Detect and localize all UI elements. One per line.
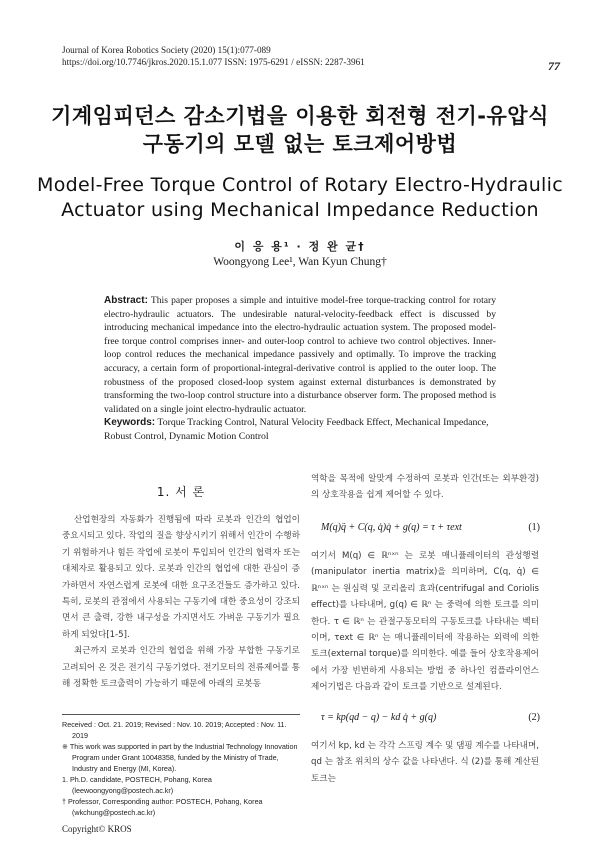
equation-1-number: (1) bbox=[528, 522, 540, 533]
authors-korean: 이 응 용¹ · 정 완 균† bbox=[234, 240, 366, 253]
eq2-explanation: 여기서 kp, kd 는 각각 스프링 계수 및 댐핑 계수를 나타내며, qd 는 참조 위치의 상수 값을 나타낸다. 식 (2)를 통해 계산된 토크는 bbox=[311, 741, 539, 784]
equation-2-number: (2) bbox=[528, 712, 540, 723]
page-number: 77 bbox=[548, 59, 560, 73]
footnote-divider bbox=[62, 714, 300, 715]
authors-english: Woongyong Lee¹, Wan Kyun Chung† bbox=[213, 256, 387, 268]
eq1-explanation: 여기서 M(q) ∈ ℝⁿˣⁿ 는 로봇 매니퓰레이터의 관성행렬(manipulator inertia matrix)을 의미하며, C(q, q̇) ∈ ℝⁿˣⁿ 는 원심력 및 코리올리 효과(centrifugal and Coriolis effect)를 나타내며, g(q) ∈ ℝⁿ 는 중력에 의한 토크를 의미한다. τ ∈ ℝⁿ 는 관절구동모터의 구동토크를 나타내는 벡터이며, τext ∈ ℝⁿ 는 매니퓰레이터에 작용하는 외력에 의한 토크(external torque)를 의미한다. 예를 들어 상호작용제어에서 가장 빈번하게 사용되는 방법 중 하나인 컴플라이언스 제어기법은 다음과 같이 토크를 기반으로 설계된다. bbox=[311, 551, 539, 693]
abstract-text: This paper proposes a simple and intuitive model-free torque-tracking control for rotary electro-hydraulic actuators. The undesirable natural-velocity-feedback effect is discussed by introducing mechanical impedance into the electro-hydraulic actuation system. The proposed model-free torque control comprises inner- and outer-loop control to achieve two control objectives. Inner-loop control reduces the mechanical impedance passively and optimally. To improve the tracking accuracy, a certain form of proportional-integral-derivative control is applied to the outer loop. The robustness of the proposed closed-loop system against external disturbances is demonstrated by transforming the two-loop control structure into a disturbance observer form. The proposed method is validated on a single joint electro-hydraulic actuator. bbox=[104, 295, 496, 415]
corresponding-author: † Professor, Corresponding author: POSTECH, Pohang, Korea (wkchung@postech.ac.kr) bbox=[62, 797, 263, 817]
keywords-label: Keywords: bbox=[104, 417, 156, 428]
intro-left-column bbox=[62, 512, 300, 692]
right-column-eq1-explanation bbox=[311, 548, 539, 696]
journal-citation: Journal of Korea Robotics Society (2020) 15(1):077-089 bbox=[62, 45, 271, 55]
received-dates: Received : Oct. 21. 2019; Revised : Nov. 10. 2019; Accepted : Nov. 11. 2019 bbox=[62, 720, 287, 740]
title-english-line1: Model-Free Torque Control of Rotary Electro-Hydraulic bbox=[37, 174, 563, 196]
abstract bbox=[104, 294, 496, 416]
section-heading-introduction: 1. 서 론 bbox=[156, 485, 206, 499]
right-column-intro bbox=[311, 471, 539, 504]
footnotes bbox=[62, 719, 302, 818]
right-intro-paragraph: 역학을 목적에 알맞게 수정하여 로봇과 인간(또는 외부환경)의 상호작용을 쉽게 제어할 수 있다. bbox=[311, 474, 539, 501]
title-english-line2: Actuator using Mechanical Impedance Reduction bbox=[61, 199, 539, 221]
abstract-label: Abstract: bbox=[104, 295, 148, 306]
right-column-eq2-explanation bbox=[311, 738, 539, 787]
doi-issn: https://doi.org/10.7746/jkros.2020.15.1.077 ISSN: 1975-6291 / eISSN: 2287-3961 bbox=[62, 57, 365, 67]
equation-2: τ = kp(qd − q) − kd q̇ + g(q) bbox=[321, 712, 437, 723]
copyright-notice: Copyright© KROS bbox=[62, 824, 132, 834]
funding-note: ※ This work was supported in part by the Industrial Technology Innovation Program under Grant 10048358, funded by the Ministry of Trade, Industry and Energy (MI, Korea). bbox=[62, 742, 298, 773]
intro-paragraph-2: 최근까지 로봇과 인간의 협업을 위해 가장 부합한 구동기로 고려되어 온 것은 전기식 구동기였다. 전기모터의 전류제어를 통해 정확한 토크출력이 가능하기 때문에 아래의 로봇동 bbox=[62, 646, 300, 690]
equation-1: M(q)q̈ + C(q, q̇)q̇ + g(q) = τ + τext bbox=[321, 522, 462, 533]
keywords-text: Torque Tracking Control, Natural Velocity Feedback Effect, Mechanical Impedance, Robust Control, Dynamic Motion Control bbox=[104, 417, 489, 442]
intro-paragraph-1: 산업현장의 자동화가 진행됨에 따라 로봇과 인간의 협업이 중요시되고 있다. 작업의 질을 향상시키기 위해서 인간이 수행하기 위험하거나 힘든 작업에 로봇이 투입되어 인간의 협력자 또는 대체자로 활용되고 있다. 로봇과 인간의 협업에 대한 관심이 증가하면서 자연스럽게 로봇에 대한 요구조건들도 증가하고 있다. 특히, 로봇의 관점에서 사용되는 구동기에 대한 중요성이 강조되면서 큰 출력, 강한 내구성을 가지면서도 가벼운 구동기가 필요하게 되었다[1-5]. bbox=[62, 515, 300, 640]
author1-affiliation: 1. Ph.D. candidate, POSTECH, Pohang, Korea (leewoongyong@postech.ac.kr) bbox=[62, 775, 212, 795]
keywords bbox=[104, 416, 496, 444]
title-korean-line2: 구동기의 모델 없는 토크제어방법 bbox=[142, 132, 458, 156]
title-korean-line1: 기계임피던스 감소기법을 이용한 회전형 전기-유압식 bbox=[51, 104, 549, 128]
